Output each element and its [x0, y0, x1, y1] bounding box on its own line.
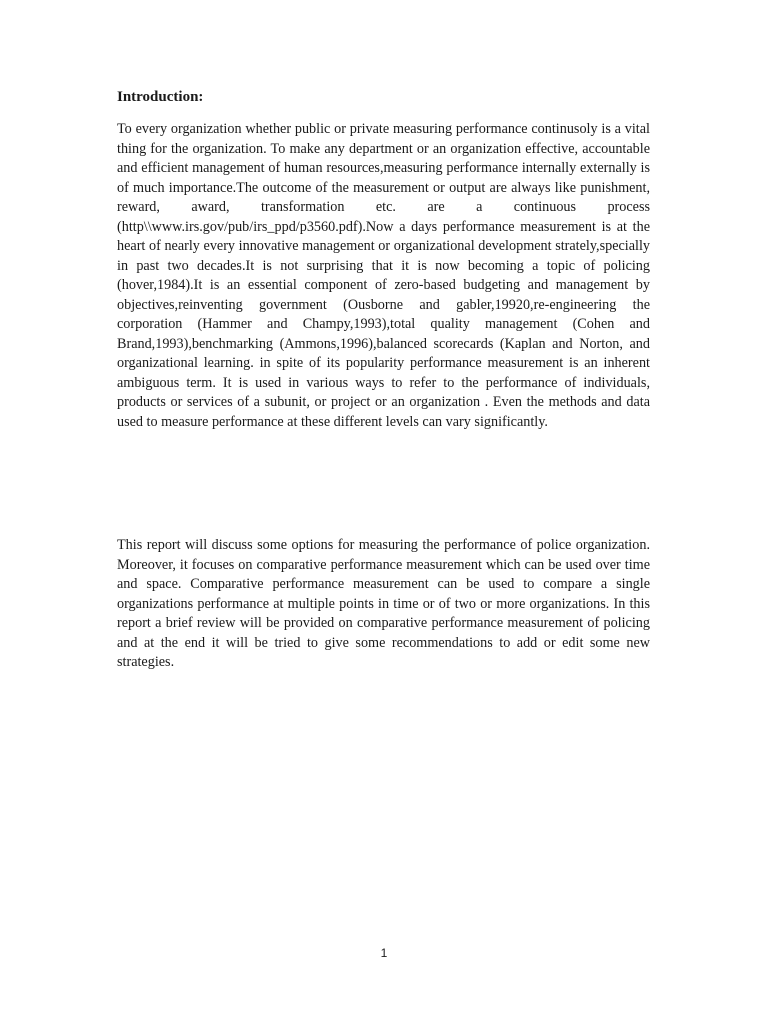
section-heading: Introduction: — [117, 89, 204, 105]
page-number: 1 — [380, 946, 388, 960]
paragraph-introduction: To every organization whether public or private measuring performance continusoly is a vital thing for the organization. To make any department or an organization effective, accountable and efficient management of human resources,measuring performance internally externally is of much importance.The outcome of the measurement or output are always like punishment, reward, award, transformation etc. are a continuous process (http\\www.irs.gov/pub/irs_ppd/p3560.pdf).Now a days performance measurement is at the heart of nearly every innovative management or organizational development strately,specially in past two decades.It is not surprising that it is now becoming a topic of policing (hover,1984).It is an essential component of zero-based budgeting and management by objectives,reinventing government (Ousborne and gabler,19920,re-engineering the corporation (Hammer and Champy,1993),total quality management (Cohen and Brand,1993),benchmarking (Ammons,1996),balanced scorecards (Kaplan and Norton, and organizational learning. in spite of its popularity performance measurement is an inherent ambiguous term. It is used in various ways to refer to the performance of individuals, products or services of a subunit, or project or an organization . Even the methods and data used to measure performance at these different levels can vary significantly. — [117, 121, 650, 430]
paragraph-report-scope: This report will discuss some options for measuring the performance of police organization. Moreover, it focuses on comparative performance measurement which can be used over time and space. Comparative performance measurement can be used to compare a single organizations performance at multiple points in time or of two or more organizations. In this report a brief review will be provided on comparative performance measurement of policing and at the end it will be tried to give some recommendations to add or edit some new strategies. — [117, 537, 650, 670]
